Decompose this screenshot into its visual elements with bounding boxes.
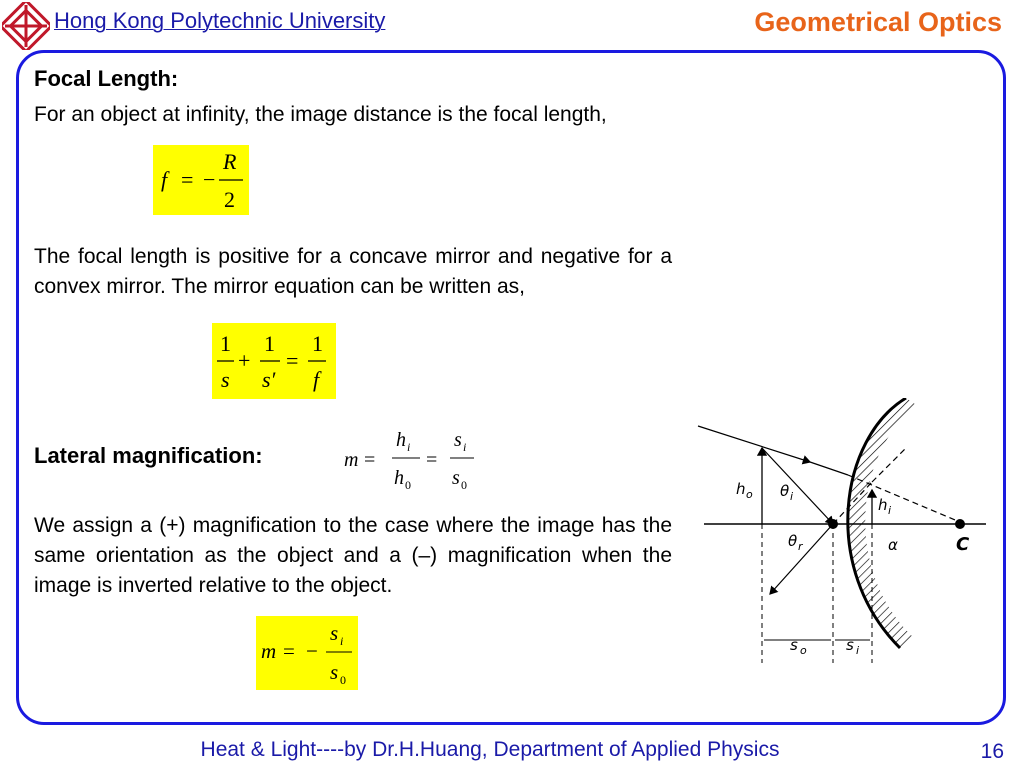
- deck-title: Geometrical Optics: [754, 7, 1002, 37]
- magnification-body-text: We assign a (+) magnification to the case where the image has the same orientation as the object and a (–) magnification when the image is inverted relative to the object.: [34, 514, 672, 597]
- eq-den-2: 2: [224, 187, 235, 212]
- university-logo: [2, 2, 50, 50]
- mag2-m: m: [261, 639, 277, 663]
- mag2-densub: 0: [340, 673, 346, 687]
- focal-length-equation: [153, 145, 249, 215]
- focal-length-heading: Focal Length:: [34, 66, 179, 91]
- mag-d2sub: 0: [461, 478, 467, 492]
- incident-ray-2: [762, 448, 833, 524]
- mirror-n2: 1: [264, 331, 275, 356]
- magnification-equation: [340, 424, 480, 496]
- mag-n1sub: i: [407, 440, 411, 454]
- reflected-ray: [770, 524, 833, 594]
- mirror-n3: 1: [312, 331, 323, 356]
- page-number: 16: [980, 740, 1004, 763]
- svg-text:i: i: [856, 644, 860, 657]
- eq-f: f: [161, 167, 168, 192]
- mirror-hatching: [848, 398, 918, 648]
- label-theta-i: θ: [780, 482, 790, 500]
- mag2-den: s: [330, 660, 339, 684]
- footer-credit: Heat & Light----by Dr.H.Huang, Department of Applied Physics: [200, 738, 780, 761]
- mag2-eq: =: [283, 639, 295, 663]
- mirror-d3: f: [313, 367, 320, 392]
- mag-n2sub: i: [463, 440, 467, 454]
- svg-text:i: i: [790, 490, 794, 503]
- mag2-num: s: [330, 621, 339, 645]
- incident-ray-1: [698, 426, 810, 462]
- label-c: C: [956, 534, 970, 555]
- svg-text:i: i: [888, 504, 892, 517]
- svg-text:o: o: [746, 488, 753, 501]
- mirror-d2: s′: [262, 367, 276, 392]
- eq-equals: =: [181, 167, 194, 192]
- magnification-si-equation: [256, 616, 358, 690]
- label-si: s: [846, 636, 854, 654]
- mirror-equals: =: [286, 348, 299, 373]
- mag-d1sub: 0: [405, 478, 411, 492]
- label-ho: h: [736, 480, 746, 498]
- mirror-d1: s: [221, 367, 230, 392]
- label-theta-r: θ: [788, 532, 798, 550]
- mag-eq1: =: [364, 449, 376, 471]
- mirror-n1: 1: [220, 331, 231, 356]
- mirror-plus: +: [238, 348, 251, 373]
- svg-text:o: o: [800, 644, 807, 657]
- svg-text:r: r: [798, 540, 803, 553]
- mag2-minus: −: [306, 639, 318, 663]
- mag-m: m: [344, 449, 359, 471]
- mag-d2: s: [452, 467, 460, 489]
- mag-eq2: =: [426, 449, 438, 471]
- eq-num-R: R: [223, 149, 237, 174]
- label-alpha: α: [888, 536, 898, 554]
- focal-body-text: The focal length is positive for a concave mirror and negative for a convex mirror. The mirror equation can be written as,: [34, 245, 672, 298]
- label-hi: h: [878, 496, 888, 514]
- mag-d1: h: [394, 467, 404, 489]
- focal-intro-text: For an object at infinity, the image distance is the focal length,: [34, 103, 607, 126]
- convex-mirror-diagram: [690, 398, 990, 673]
- mag-n2: s: [454, 429, 462, 451]
- magnification-heading: Lateral magnification:: [34, 443, 263, 468]
- mirror-equation: [212, 323, 336, 399]
- mag-n1: h: [396, 429, 406, 451]
- label-so: s: [790, 636, 798, 654]
- center-of-curvature: [955, 519, 965, 529]
- eq-minus: −: [203, 167, 216, 192]
- university-name[interactable]: Hong Kong Polytechnic University: [54, 8, 386, 33]
- mag2-numsub: i: [340, 634, 344, 648]
